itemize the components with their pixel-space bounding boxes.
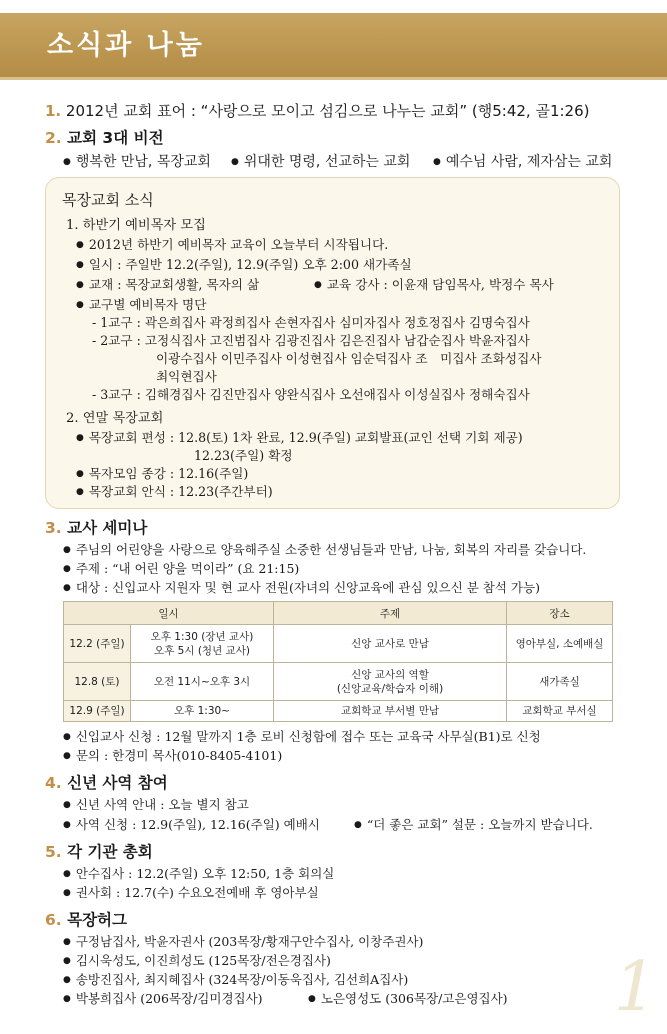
table-row xyxy=(64,625,613,663)
box-title: 목장교회 소식 xyxy=(62,191,154,209)
ministry-line: ● 사역 신청 : 12.9(주일), 12.16(주일) 예배시 xyxy=(63,815,320,833)
hug-line: ● 구정남집사, 박윤자권사 (203목장/황재구안수집사, 이창주권사) xyxy=(63,932,423,950)
vision-item: ● 예수님 사람, 제자삼는 교회 xyxy=(433,151,612,171)
section-4-heading xyxy=(45,771,168,793)
section-3-number: 3. xyxy=(45,519,62,537)
table-header-cell: 일시 xyxy=(64,602,274,625)
section-5-heading xyxy=(45,840,153,862)
box-line: ● 목장교회 편성 : 12.8(토) 1차 완료, 12.9(주일) 교회발표(교인 선택 기회 제공) xyxy=(76,427,523,446)
box-subheading-2: 2. 연말 목장교회 xyxy=(66,411,164,426)
table-cell-date: 12.8 (토) xyxy=(64,663,131,701)
district-2-list: - 2교구 : 고정식집사 고진범집사 김광진집사 김은진집사 남갑순집사 박윤자집사 xyxy=(92,333,530,348)
box-subheading-1: 1. 하반기 예비목자 모집 xyxy=(66,218,206,233)
box-line: ● 일시 : 주일반 12.2(주일), 12.9(주일) 오후 2:00 새가족실 xyxy=(76,254,412,273)
table-cell-date: 12.9 (주일) xyxy=(64,701,131,722)
hug-line: ● 노은영성도 (306목장/고은영집사) xyxy=(308,989,508,1007)
table-cell-date: 12.2 (주일) xyxy=(64,625,131,663)
box-line: ● 교재 : 목장교회생활, 목자의 삶 xyxy=(76,274,259,293)
section-5-title: 각 기관 총회 xyxy=(67,843,153,861)
section-6-heading xyxy=(45,908,127,930)
topic-line: (신앙교육/학습자 이해) xyxy=(336,682,444,695)
table-cell-place: 영아부실, 소예배실 xyxy=(507,625,613,663)
section-3-heading xyxy=(45,516,147,538)
header-bar xyxy=(0,13,667,80)
box-line: ● 교구별 예비목자 명단 xyxy=(76,294,206,313)
seminar-line: ● 문의 : 한경미 목사(010-8405-4101) xyxy=(63,746,282,764)
box-line: 12.23(주일) 확정 xyxy=(194,448,293,463)
hug-line: ● 송방진집사, 최지혜집사 (324목장/이동욱집사, 김선희A집사) xyxy=(63,970,408,988)
seminar-line: ● 주님의 어린양을 사랑으로 양육해주실 소중한 선생님들과 만남, 나눔, 회복의 자리를 갖습니다. xyxy=(63,540,586,558)
box-line: ● 목장교회 안식 : 12.23(주간부터) xyxy=(76,481,273,500)
section-5-number: 5. xyxy=(45,843,62,861)
box-line: ● 목자모임 종강 : 12.16(주일) xyxy=(76,463,248,482)
table-row xyxy=(64,701,613,722)
topic-line: 신앙 교사의 역할 xyxy=(351,668,429,681)
table-cell-time: 오후 1:30~ xyxy=(131,701,274,722)
table-header-cell: 장소 xyxy=(507,602,613,625)
time-line: 오후 1:30 (장년 교사) xyxy=(150,630,254,643)
table-cell-place: 새가족실 xyxy=(507,663,613,701)
seminar-line: ● 주제 : “내 어린 양을 먹이라” (요 21:15) xyxy=(63,559,299,577)
district-3-list: - 3교구 : 김해경집사 김진만집사 양완식집사 오선애집사 이성실집사 정해숙집사 xyxy=(92,387,530,402)
district-2-list-cont: 최익현집사 xyxy=(156,369,217,384)
seminar-line: ● 신입교사 신청 : 12월 말까지 1층 로비 신청함에 접수 또는 교육국 사무실(B1)로 신청 xyxy=(63,727,541,745)
hug-line: ● 박봉희집사 (206목장/김미경집사) xyxy=(63,989,263,1007)
assembly-line: ● 안수집사 : 12.2(주일) 오후 12:50, 1층 회의실 xyxy=(63,864,334,882)
district-1-list: - 1교구 : 곽은희집사 곽정희집사 손현자집사 심미자집사 정호정집사 김명숙집사 xyxy=(92,315,530,330)
section-4-title: 신년 사역 참여 xyxy=(67,774,168,792)
section-6-title: 목장허그 xyxy=(67,911,127,929)
table-row xyxy=(64,663,613,701)
section-1-number: 1. xyxy=(45,102,62,120)
ministry-line: ● 신년 사역 안내 : 오늘 별지 참고 xyxy=(63,795,249,813)
district-2-list-cont: 이광수집사 이민주집사 이성현집사 임순덕집사 조 미집사 조화성집사 xyxy=(156,351,542,366)
ministry-line: ● “더 좋은 교회” 설문 : 오늘까지 받습니다. xyxy=(354,815,593,833)
table-header-row xyxy=(64,602,613,625)
seminar-schedule-table xyxy=(63,601,613,722)
table-cell-topic: 신앙 교사로 만남 xyxy=(274,625,507,663)
box-line: ● 교육 강사 : 이윤재 담임목사, 박정수 목사 xyxy=(314,274,554,293)
section-1-text: 2012년 교회 표어 : “사랑으로 모이고 섬김으로 나누는 교회” (행5:42, 골1:26) xyxy=(65,102,590,120)
assembly-line: ● 권사회 : 12.7(수) 수요오전예배 후 영아부실 xyxy=(63,883,319,901)
table-cell-time: 오전 11시~오후 3시 xyxy=(131,663,274,701)
section-4-number: 4. xyxy=(45,774,62,792)
section-2-heading xyxy=(45,126,164,148)
section-6-number: 6. xyxy=(45,911,62,929)
page-title: 소식과 나눔 xyxy=(47,30,205,61)
box-line: ● 2012년 하반기 예비목자 교육이 오늘부터 시작됩니다. xyxy=(76,234,388,253)
table-cell-topic xyxy=(274,663,507,701)
table-header-cell: 주제 xyxy=(274,602,507,625)
section-3-title: 교사 세미나 xyxy=(67,519,148,537)
page-number: 1 xyxy=(613,948,657,1027)
table-cell-place: 교회학교 부서실 xyxy=(507,701,613,722)
table-cell-time xyxy=(131,625,274,663)
section-2-title: 교회 3대 비전 xyxy=(67,129,164,147)
seminar-line: ● 대상 : 신입교사 지원자 및 현 교사 전원(자녀의 신앙교육에 관심 있으신 분 참석 가능) xyxy=(63,578,540,596)
time-line: 오후 5시 (청년 교사) xyxy=(154,644,250,657)
hug-line: ● 김시욱성도, 이진희성도 (125목장/전은경집사) xyxy=(63,951,331,969)
section-2-number: 2. xyxy=(45,129,62,147)
section-1 xyxy=(45,100,590,121)
table-cell-topic: 교회학교 부서별 만남 xyxy=(274,701,507,722)
vision-item: ● 행복한 만남, 목장교회 xyxy=(63,151,211,171)
vision-item: ● 위대한 명령, 선교하는 교회 xyxy=(231,151,410,171)
